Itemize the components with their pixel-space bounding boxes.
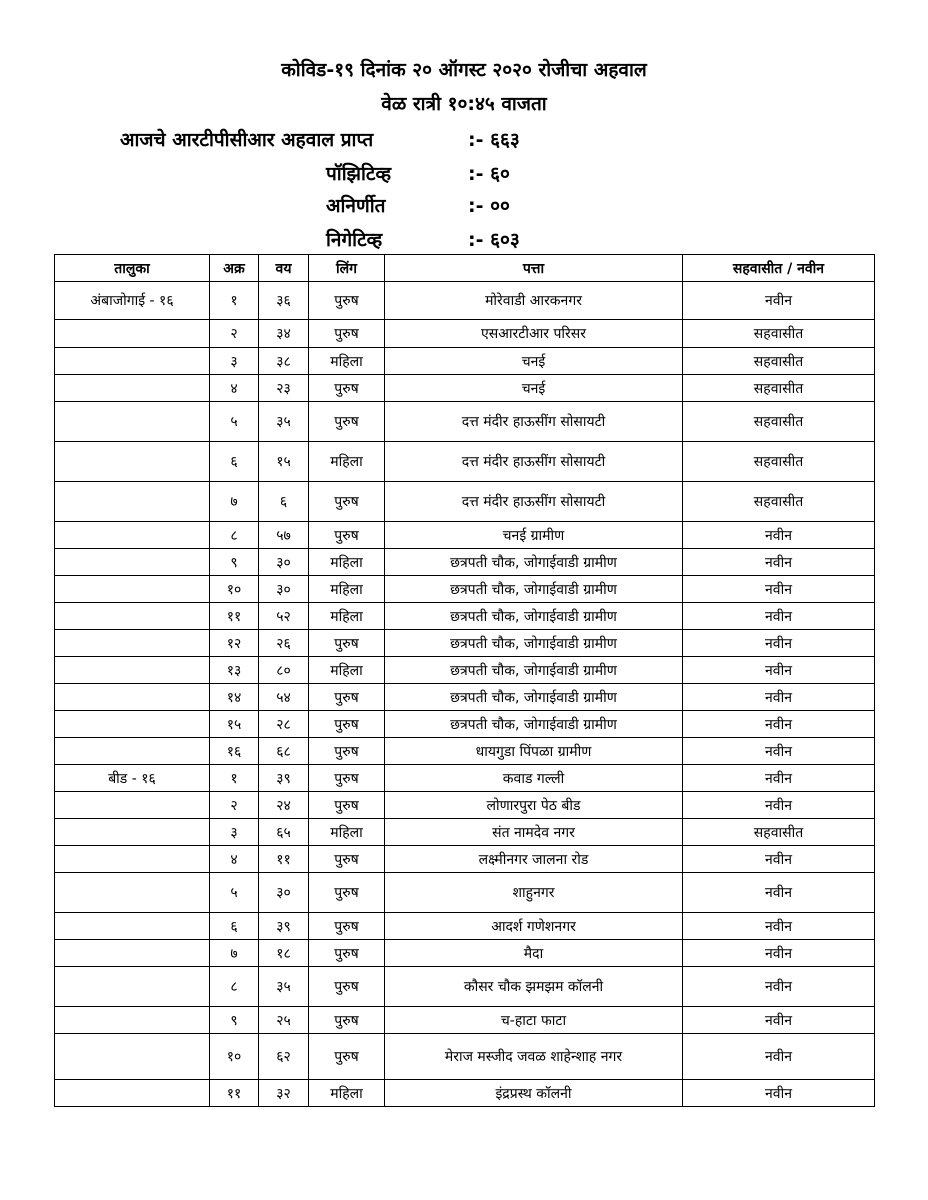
taluka-cell — [55, 482, 210, 522]
contact-type-cell: नवीन — [683, 738, 875, 765]
summary-label-inconclusive: अनिर्णीत — [326, 195, 386, 217]
serial-number-cell: ९ — [210, 549, 259, 576]
taluka-cell — [55, 549, 210, 576]
gender-cell: महिला — [309, 549, 385, 576]
report-title: कोविड-१९ दिनांक २० ऑगस्ट २०२० रोजीचा अहवाल — [281, 59, 647, 81]
address-cell: धायगुडा पिंपळा ग्रामीण — [385, 738, 683, 765]
contact-type-cell: नवीन — [683, 282, 875, 320]
contact-type-cell: नवीन — [683, 630, 875, 657]
table-row — [55, 967, 875, 1007]
serial-number-cell: १६ — [210, 738, 259, 765]
address-cell: शाहुनगर — [385, 873, 683, 913]
serial-number-cell: ११ — [210, 1080, 259, 1107]
contact-type-cell: नवीन — [683, 684, 875, 711]
contact-type-cell: नवीन — [683, 846, 875, 873]
address-cell: एसआरटीआर परिसर — [385, 320, 683, 348]
address-cell: छत्रपती चौक, जोगाईवाडी ग्रामीण — [385, 576, 683, 603]
table-row — [55, 549, 875, 576]
gender-cell: पुरुष — [309, 792, 385, 819]
taluka-cell — [55, 913, 210, 940]
taluka-cell — [55, 630, 210, 657]
table-row — [55, 1080, 875, 1107]
serial-number-cell: ४ — [210, 846, 259, 873]
gender-cell: महिला — [309, 576, 385, 603]
age-cell: २६ — [259, 630, 309, 657]
table-row — [55, 442, 875, 482]
age-cell: ५७ — [259, 522, 309, 549]
age-cell: २८ — [259, 711, 309, 738]
age-cell: ६५ — [259, 819, 309, 846]
address-cell: आदर्श गणेशनगर — [385, 913, 683, 940]
serial-number-cell: १० — [210, 576, 259, 603]
contact-type-cell: नवीन — [683, 873, 875, 913]
patient-table — [54, 254, 875, 1107]
age-cell: १५ — [259, 442, 309, 482]
gender-cell: पुरुष — [309, 846, 385, 873]
col-header-type: सहवासीत / नवीन — [683, 255, 875, 282]
contact-type-cell: नवीन — [683, 603, 875, 630]
serial-number-cell: २ — [210, 320, 259, 348]
table-row — [55, 630, 875, 657]
contact-type-cell: नवीन — [683, 792, 875, 819]
age-cell: ३९ — [259, 913, 309, 940]
address-cell: मोरेवाडी आरकनगर — [385, 282, 683, 320]
serial-number-cell: ४ — [210, 375, 259, 402]
summary-value-negative: :- ६०३ — [468, 229, 520, 251]
address-cell: दत्त मंदीर हाऊसींग सोसायटी — [385, 482, 683, 522]
report-time: वेळ रात्री १०:४५ वाजता — [381, 93, 547, 115]
summary-label-received: आजचे आरटीपीसीआर अहवाल प्राप्त — [120, 129, 374, 151]
table-row — [55, 603, 875, 630]
age-cell: २४ — [259, 792, 309, 819]
contact-type-cell: नवीन — [683, 1007, 875, 1034]
age-cell: ३६ — [259, 282, 309, 320]
taluka-cell — [55, 375, 210, 402]
address-cell: च-हाटा फाटा — [385, 1007, 683, 1034]
table-row — [55, 765, 875, 792]
contact-type-cell: नवीन — [683, 711, 875, 738]
contact-type-cell: नवीन — [683, 522, 875, 549]
address-cell: इंद्रप्रस्थ कॉलनी — [385, 1080, 683, 1107]
table-header-row — [55, 255, 875, 282]
age-cell: ३२ — [259, 1080, 309, 1107]
contact-type-cell: सहवासीत — [683, 348, 875, 375]
table-row — [55, 482, 875, 522]
address-cell: छत्रपती चौक, जोगाईवाडी ग्रामीण — [385, 684, 683, 711]
contact-type-cell: नवीन — [683, 1080, 875, 1107]
serial-number-cell: ५ — [210, 402, 259, 442]
col-header-taluka: तालुका — [55, 255, 210, 282]
table-row — [55, 348, 875, 375]
serial-number-cell: ७ — [210, 482, 259, 522]
col-header-address: पत्ता — [385, 255, 683, 282]
contact-type-cell: नवीन — [683, 940, 875, 967]
gender-cell: पुरुष — [309, 282, 385, 320]
gender-cell: पुरुष — [309, 913, 385, 940]
taluka-cell — [55, 320, 210, 348]
table-row — [55, 282, 875, 320]
serial-number-cell: ३ — [210, 819, 259, 846]
serial-number-cell: १ — [210, 765, 259, 792]
age-cell: ५४ — [259, 684, 309, 711]
gender-cell: महिला — [309, 348, 385, 375]
table-row — [55, 375, 875, 402]
gender-cell: पुरुष — [309, 684, 385, 711]
age-cell: ६२ — [259, 1034, 309, 1080]
contact-type-cell: नवीन — [683, 913, 875, 940]
table-row — [55, 819, 875, 846]
taluka-cell — [55, 738, 210, 765]
age-cell: ६ — [259, 482, 309, 522]
gender-cell: पुरुष — [309, 402, 385, 442]
gender-cell: महिला — [309, 1080, 385, 1107]
table-row — [55, 711, 875, 738]
table-row — [55, 738, 875, 765]
address-cell: दत्त मंदीर हाऊसींग सोसायटी — [385, 402, 683, 442]
table-row — [55, 846, 875, 873]
age-cell: ११ — [259, 846, 309, 873]
gender-cell: पुरुष — [309, 967, 385, 1007]
address-cell: चनई ग्रामीण — [385, 522, 683, 549]
taluka-cell: बीड - १६ — [55, 765, 210, 792]
age-cell: ६८ — [259, 738, 309, 765]
address-cell: मैदा — [385, 940, 683, 967]
contact-type-cell: नवीन — [683, 1034, 875, 1080]
serial-number-cell: १० — [210, 1034, 259, 1080]
taluka-cell — [55, 1080, 210, 1107]
serial-number-cell: ११ — [210, 603, 259, 630]
address-cell: छत्रपती चौक, जोगाईवाडी ग्रामीण — [385, 603, 683, 630]
contact-type-cell: नवीन — [683, 765, 875, 792]
taluka-cell — [55, 1007, 210, 1034]
summary-label-positive: पॉझिटिव्ह — [326, 163, 392, 185]
address-cell: छत्रपती चौक, जोगाईवाडी ग्रामीण — [385, 630, 683, 657]
table-row — [55, 1007, 875, 1034]
table-row — [55, 657, 875, 684]
address-cell: दत्त मंदीर हाऊसींग सोसायटी — [385, 442, 683, 482]
gender-cell: पुरुष — [309, 711, 385, 738]
taluka-cell — [55, 792, 210, 819]
contact-type-cell: सहवासीत — [683, 320, 875, 348]
address-cell: मेराज मस्जीद जवळ शाहेन्शाह नगर — [385, 1034, 683, 1080]
age-cell: २३ — [259, 375, 309, 402]
serial-number-cell: १४ — [210, 684, 259, 711]
table-row — [55, 1034, 875, 1080]
address-cell: कौसर चौक झमझम कॉलनी — [385, 967, 683, 1007]
summary-value-inconclusive: :- ०० — [468, 195, 510, 217]
serial-number-cell: ६ — [210, 442, 259, 482]
address-cell: छत्रपती चौक, जोगाईवाडी ग्रामीण — [385, 657, 683, 684]
address-cell: लोणारपुरा पेठ बीड — [385, 792, 683, 819]
gender-cell: पुरुष — [309, 738, 385, 765]
age-cell: २५ — [259, 1007, 309, 1034]
serial-number-cell: १५ — [210, 711, 259, 738]
contact-type-cell: सहवासीत — [683, 819, 875, 846]
contact-type-cell: सहवासीत — [683, 375, 875, 402]
gender-cell: पुरुष — [309, 482, 385, 522]
taluka-cell — [55, 657, 210, 684]
address-cell: छत्रपती चौक, जोगाईवाडी ग्रामीण — [385, 711, 683, 738]
gender-cell: पुरुष — [309, 765, 385, 792]
serial-number-cell: १३ — [210, 657, 259, 684]
serial-number-cell: ३ — [210, 348, 259, 375]
contact-type-cell: नवीन — [683, 967, 875, 1007]
contact-type-cell: सहवासीत — [683, 402, 875, 442]
age-cell: ३९ — [259, 765, 309, 792]
taluka-cell — [55, 711, 210, 738]
table-row — [55, 940, 875, 967]
age-cell: ३० — [259, 576, 309, 603]
address-cell: कवाड गल्ली — [385, 765, 683, 792]
taluka-cell — [55, 684, 210, 711]
taluka-cell — [55, 348, 210, 375]
gender-cell: महिला — [309, 603, 385, 630]
age-cell: ३० — [259, 549, 309, 576]
gender-cell: पुरुष — [309, 522, 385, 549]
taluka-cell — [55, 522, 210, 549]
col-header-age: वय — [259, 255, 309, 282]
taluka-cell — [55, 846, 210, 873]
taluka-cell — [55, 967, 210, 1007]
table-row — [55, 320, 875, 348]
serial-number-cell: ८ — [210, 967, 259, 1007]
age-cell: ३० — [259, 873, 309, 913]
gender-cell: पुरुष — [309, 940, 385, 967]
contact-type-cell: नवीन — [683, 657, 875, 684]
address-cell: लक्ष्मीनगर जालना रोड — [385, 846, 683, 873]
table-row — [55, 522, 875, 549]
table-row — [55, 913, 875, 940]
contact-type-cell: नवीन — [683, 549, 875, 576]
taluka-cell — [55, 940, 210, 967]
taluka-cell — [55, 402, 210, 442]
serial-number-cell: १२ — [210, 630, 259, 657]
table-row — [55, 792, 875, 819]
summary-label-negative: निगेटिव्ह — [326, 229, 383, 251]
age-cell: ३४ — [259, 320, 309, 348]
serial-number-cell: ७ — [210, 940, 259, 967]
serial-number-cell: १ — [210, 282, 259, 320]
gender-cell: महिला — [309, 657, 385, 684]
taluka-cell — [55, 873, 210, 913]
contact-type-cell: सहवासीत — [683, 442, 875, 482]
taluka-cell: अंबाजोगाई - १६ — [55, 282, 210, 320]
taluka-cell — [55, 1034, 210, 1080]
age-cell: ३५ — [259, 402, 309, 442]
serial-number-cell: ८ — [210, 522, 259, 549]
table-row — [55, 684, 875, 711]
age-cell: ३८ — [259, 348, 309, 375]
serial-number-cell: २ — [210, 792, 259, 819]
taluka-cell — [55, 603, 210, 630]
gender-cell: महिला — [309, 442, 385, 482]
col-header-number: अक्र — [210, 255, 259, 282]
gender-cell: पुरुष — [309, 873, 385, 913]
gender-cell: पुरुष — [309, 375, 385, 402]
table-row — [55, 576, 875, 603]
contact-type-cell: सहवासीत — [683, 482, 875, 522]
taluka-cell — [55, 442, 210, 482]
taluka-cell — [55, 576, 210, 603]
taluka-cell — [55, 819, 210, 846]
age-cell: १८ — [259, 940, 309, 967]
serial-number-cell: ५ — [210, 873, 259, 913]
gender-cell: महिला — [309, 819, 385, 846]
serial-number-cell: ९ — [210, 1007, 259, 1034]
age-cell: ५२ — [259, 603, 309, 630]
address-cell: संत नामदेव नगर — [385, 819, 683, 846]
contact-type-cell: नवीन — [683, 576, 875, 603]
table-row — [55, 873, 875, 913]
table-row — [55, 402, 875, 442]
gender-cell: पुरुष — [309, 1034, 385, 1080]
gender-cell: पुरुष — [309, 320, 385, 348]
col-header-gender: लिंग — [309, 255, 385, 282]
gender-cell: पुरुष — [309, 630, 385, 657]
summary-value-positive: :- ६० — [468, 163, 510, 185]
gender-cell: पुरुष — [309, 1007, 385, 1034]
address-cell: छत्रपती चौक, जोगाईवाडी ग्रामीण — [385, 549, 683, 576]
summary-value-received: :- ६६३ — [468, 129, 520, 151]
serial-number-cell: ६ — [210, 913, 259, 940]
address-cell: चनई — [385, 375, 683, 402]
address-cell: चनई — [385, 348, 683, 375]
age-cell: ३५ — [259, 967, 309, 1007]
age-cell: ८० — [259, 657, 309, 684]
